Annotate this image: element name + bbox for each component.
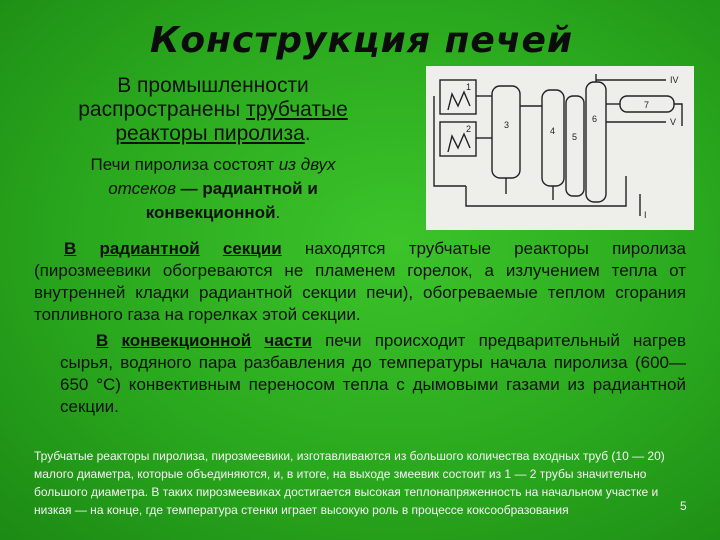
radiant-kw-rad: радиантной — [99, 239, 200, 258]
label-i: I — [644, 210, 647, 220]
convection-paragraph — [60, 330, 686, 418]
furnace-coil-2 — [448, 134, 470, 152]
radiant-kw-sec: секции — [222, 239, 282, 258]
conv-text: печи происходит предварительный нагрев сырья, водяного пара разбавления до температуры начала пиролиза (600—650 °С) конвективным переносом тепла с дымовыми газами из радиантной секции. — [60, 331, 686, 416]
intro2-line1a: Печи пиролиза состоят — [90, 155, 279, 174]
intro-line1: В промышленности — [117, 74, 309, 97]
intro-line3end: . — [304, 122, 311, 145]
intro2-text — [48, 153, 378, 225]
intro2-line3end: . — [275, 203, 281, 222]
conv-kw-part: части — [264, 331, 312, 350]
intro-text — [48, 74, 378, 146]
column-5 — [566, 96, 584, 196]
label-3: 3 — [504, 120, 510, 130]
label-6: 6 — [592, 114, 598, 124]
intro2-line1i: из двух — [278, 155, 336, 174]
radiant-text: находятся трубчатые реакторы пиролиза (пирозмеевики обогреваются не пламенем горелок, а излучением тепла от внутренней кладки радиантной секции печи), обогреваемые теплом сгорания топливного газа на горелках этой секции. — [34, 239, 686, 324]
conv-kw-v: В — [96, 331, 109, 350]
label-1: 1 — [466, 82, 472, 92]
radiant-paragraph — [34, 238, 686, 326]
process-diagram-svg — [426, 66, 694, 230]
label-7: 7 — [644, 100, 650, 110]
intro2-line3b: конвекционной — [145, 203, 276, 222]
label-4: 4 — [550, 126, 556, 136]
intro-line3u: реакторы пиролиза — [115, 122, 305, 145]
process-diagram — [426, 66, 694, 230]
intro2-line2i: отсеков — [108, 179, 176, 198]
label-v: V — [670, 117, 677, 127]
column-4 — [542, 90, 564, 186]
label-iv: IV — [670, 75, 679, 85]
slide-title: Конструкция печей — [150, 20, 574, 61]
label-2: 2 — [466, 124, 472, 134]
intro-line2u: трубчатые — [246, 98, 348, 121]
radiant-paragraph-body — [34, 238, 686, 326]
label-5: 5 — [572, 132, 578, 142]
intro2-line2b: — радиантной и — [175, 179, 318, 198]
page-number: 5 — [680, 499, 687, 513]
conv-kw-conv: конвекционной — [121, 331, 252, 350]
radiant-kw-v: В — [64, 239, 77, 258]
column-6 — [586, 82, 606, 202]
furnace-coil-1 — [448, 92, 470, 110]
footnote: Трубчатые реакторы пиролиза, пирозмеевики, изготавливаются из большого количества входных труб (10 — 20) малого диаметра, которые объединяются, и, в итоге, на выходе змеевик состоит из 1 — 2 трубы значительно большого диаметра. В таких пирозмеевиках достигается высокая теплонапряженность на начальном участке и низкая — на конце, где температура стенки играет высокую роль в процессе коксообразования — [34, 449, 665, 517]
intro-line2a: распространены — [78, 98, 247, 121]
column-3 — [492, 86, 520, 178]
